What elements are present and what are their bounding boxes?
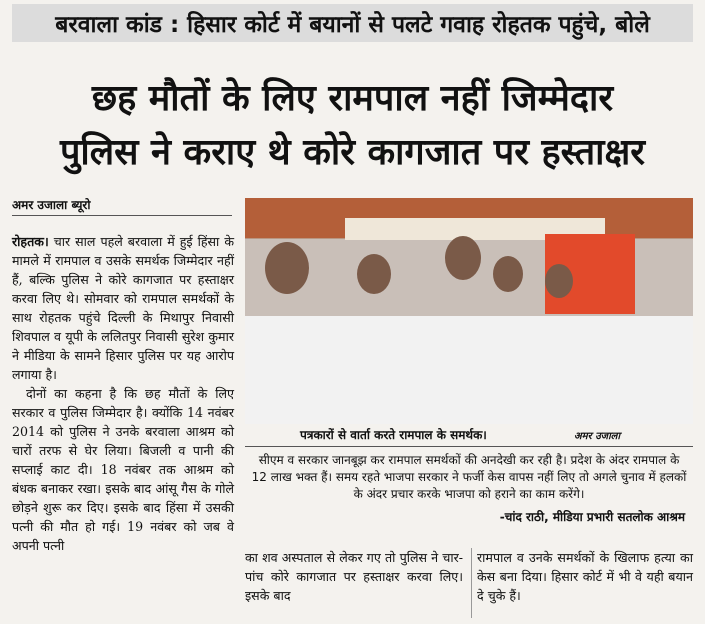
photo-person: [265, 242, 309, 294]
body-paragraph-1: [12, 232, 234, 384]
body-paragraph-2: दोनों का कहना है कि छह मौतों के लिए सरकार व पुलिस जिम्मेदार है। क्योंकि 14 नवंबर 2014 को पुलिस ने उनके बरवाला आश्रम को चारों तरफ से घेर लिया। बिजली व पानी की सप्लाई काट दी। 18 नवंबर तक आश्रम को बंधक बनाकर रखा। इसके बाद आंसू गैस के गोले छोड़ने शुरू कर दिए। इसके बाद हिंसा में उसकी पत्नी की मौत हो गई। 19 नवंबर को जब वे अपनी पत्नी: [12, 386, 234, 553]
body-paragraph-1-text: चार साल पहले बरवाला में हुई हिंसा के मामले में रामपाल व उसके समर्थक जिम्मेदार नहीं हैं, बल्कि पुलिस ने कोरे कागजात पर हस्ताक्षर करवा लिए थे। सोमवार को रामपाल समर्थकों के साथ रोहतक पहुंचे दिल्ली के मिथापुर निवासी शिवपाल व यूपी के ललितपुर निवासी सुरेश कुमार ने मीडिया के सामने हिसार पुलिस पर यह आरोप लगाया है।: [12, 234, 234, 382]
photo-table: [245, 316, 693, 424]
headline-line1: छह मौतों के लिए रामपाल नहीं जिम्मेदार: [91, 78, 614, 119]
photo-caption: पत्रकारों से वार्ता करते रामपाल के समर्थक।: [300, 428, 487, 442]
photo-credit: अमर उजाला: [574, 431, 621, 442]
photo-person: [357, 254, 391, 294]
photo-person: [445, 236, 481, 280]
kicker: बरवाला कांड : हिसार कोर्ट में बयानों से पलटे गवाह रोहतक पहुंचे, बोले: [55, 12, 650, 38]
headline-line2: पुलिस ने कराए थे कोरे कागजात पर हस्ताक्षर: [59, 132, 645, 173]
column-divider: [471, 548, 472, 618]
photo-person: [493, 256, 523, 292]
pull-quote: सीएम व सरकार जानबूझ कर रामपाल समर्थकों की अनदेखी कर रही है। प्रदेश के अंदर रामपाल के 12 लाख भक्त हैं। समय रहते भाजपा सरकार ने फर्जी केस वापस नहीं लिए तो अगले चुनाव में हलकों के अंदर प्रचार करके भाजपा को हराने का काम करेंगे।: [251, 453, 687, 501]
body-column-3: रामपाल व उनके समर्थकों के खिलाफ हत्या का केस बना दिया। हिसार कोर्ट में भी वे यही बयान दे चुके हैं।: [477, 550, 693, 603]
body-column-1: [12, 232, 234, 555]
pull-quote-source: -चांद राठी, मीडिया प्रभारी सतलोक आश्रम: [499, 510, 685, 524]
body-column-2: का शव अस्पताल से लेकर गए तो पुलिस ने चार-पांच कोरे कागजात पर हस्ताक्षर करवा लिए। इसके बाद: [245, 550, 463, 603]
photo-person: [545, 264, 573, 298]
kicker-bar: [12, 4, 693, 42]
byline: अमर उजाला ब्यूरो: [12, 198, 91, 212]
dateline: रोहतक।: [12, 234, 49, 249]
quote-rule: [245, 446, 693, 447]
news-photo: [245, 198, 693, 424]
byline-rule: [12, 215, 232, 216]
